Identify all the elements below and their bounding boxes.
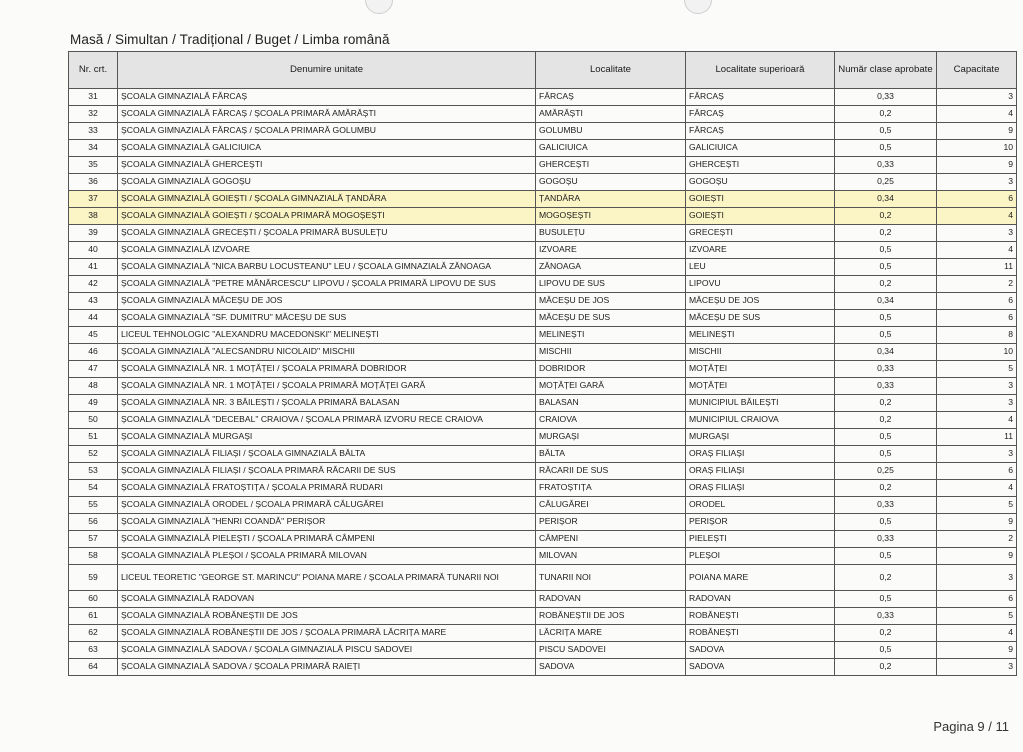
cell-localitate: FRATOȘTIȚA bbox=[536, 480, 686, 497]
cell-localitate: ROBĂNEȘTII DE JOS bbox=[536, 608, 686, 625]
table-row bbox=[69, 208, 1017, 225]
cell-nr: 52 bbox=[69, 446, 118, 463]
punch-hole-right bbox=[684, 0, 712, 14]
cell-capacitate: 6 bbox=[937, 463, 1017, 480]
cell-numar-clase: 0,5 bbox=[835, 242, 937, 259]
cell-unit: ȘCOALA GIMNAZIALĂ GALICIUICA bbox=[118, 140, 536, 157]
cell-numar-clase: 0,2 bbox=[835, 412, 937, 429]
table-row bbox=[69, 642, 1017, 659]
cell-unit: ȘCOALA GIMNAZIALĂ MURGAȘI bbox=[118, 429, 536, 446]
table-row bbox=[69, 395, 1017, 412]
table-row bbox=[69, 659, 1017, 676]
table-row bbox=[69, 591, 1017, 608]
cell-numar-clase: 0,34 bbox=[835, 191, 937, 208]
table-row bbox=[69, 310, 1017, 327]
cell-unit: LICEUL TEHNOLOGIC "ALEXANDRU MACEDONSKI" MELINEȘTI bbox=[118, 327, 536, 344]
cell-capacitate: 8 bbox=[937, 327, 1017, 344]
cell-numar-clase: 0,2 bbox=[835, 276, 937, 293]
cell-capacitate: 9 bbox=[937, 157, 1017, 174]
cell-nr: 39 bbox=[69, 225, 118, 242]
cell-nr: 55 bbox=[69, 497, 118, 514]
cell-capacitate: 4 bbox=[937, 106, 1017, 123]
cell-localitate-superioara: FĂRCAȘ bbox=[686, 89, 835, 106]
cell-unit: LICEUL TEORETIC "GEORGE ST. MARINCU" POIANA MARE / ȘCOALA PRIMARĂ TUNARII NOI bbox=[118, 565, 536, 591]
cell-localitate-superioara: MOȚĂȚEI bbox=[686, 378, 835, 395]
cell-capacitate: 5 bbox=[937, 361, 1017, 378]
cell-localitate-superioara: PERIȘOR bbox=[686, 514, 835, 531]
cell-localitate: PERIȘOR bbox=[536, 514, 686, 531]
cell-numar-clase: 0,2 bbox=[835, 659, 937, 676]
cell-numar-clase: 0,34 bbox=[835, 344, 937, 361]
cell-localitate-superioara: IZVOARE bbox=[686, 242, 835, 259]
cell-numar-clase: 0,33 bbox=[835, 531, 937, 548]
cell-nr: 37 bbox=[69, 191, 118, 208]
cell-localitate: MISCHII bbox=[536, 344, 686, 361]
cell-nr: 54 bbox=[69, 480, 118, 497]
cell-nr: 31 bbox=[69, 89, 118, 106]
cell-capacitate: 4 bbox=[937, 412, 1017, 429]
table-row bbox=[69, 429, 1017, 446]
cell-unit: ȘCOALA GIMNAZIALĂ GRECEȘTI / ȘCOALA PRIMARĂ BUSULEȚU bbox=[118, 225, 536, 242]
cell-numar-clase: 0,5 bbox=[835, 514, 937, 531]
cell-localitate-superioara: PIELEȘTI bbox=[686, 531, 835, 548]
cell-numar-clase: 0,33 bbox=[835, 608, 937, 625]
cell-capacitate: 6 bbox=[937, 310, 1017, 327]
cell-localitate: RADOVAN bbox=[536, 591, 686, 608]
cell-unit: ȘCOALA GIMNAZIALĂ GOGOȘU bbox=[118, 174, 536, 191]
table-header bbox=[69, 52, 1017, 89]
cell-localitate-superioara: SADOVA bbox=[686, 659, 835, 676]
cell-nr: 51 bbox=[69, 429, 118, 446]
table-row bbox=[69, 412, 1017, 429]
cell-numar-clase: 0,2 bbox=[835, 625, 937, 642]
cell-capacitate: 3 bbox=[937, 378, 1017, 395]
page-number: Pagina 9 / 11 bbox=[933, 719, 1009, 734]
cell-localitate: IZVOARE bbox=[536, 242, 686, 259]
cell-localitate-superioara: MUNICIPIUL CRAIOVA bbox=[686, 412, 835, 429]
cell-capacitate: 9 bbox=[937, 514, 1017, 531]
cell-nr: 41 bbox=[69, 259, 118, 276]
cell-localitate: CĂLUGĂREI bbox=[536, 497, 686, 514]
table-row bbox=[69, 293, 1017, 310]
cell-numar-clase: 0,33 bbox=[835, 157, 937, 174]
cell-nr: 62 bbox=[69, 625, 118, 642]
cell-nr: 56 bbox=[69, 514, 118, 531]
col-header-localitate-superioara: Localitate superioară bbox=[686, 52, 835, 89]
table-row bbox=[69, 531, 1017, 548]
table-row bbox=[69, 463, 1017, 480]
cell-localitate: MILOVAN bbox=[536, 548, 686, 565]
cell-unit: ȘCOALA GIMNAZIALĂ "PETRE MĂNĂRCESCU" LIPOVU / ȘCOALA PRIMARĂ LIPOVU DE SUS bbox=[118, 276, 536, 293]
cell-localitate-superioara: LEU bbox=[686, 259, 835, 276]
cell-unit: ȘCOALA GIMNAZIALĂ "HENRI COANDĂ" PERIȘOR bbox=[118, 514, 536, 531]
cell-localitate: DOBRIDOR bbox=[536, 361, 686, 378]
cell-localitate: MOȚĂȚEI GARĂ bbox=[536, 378, 686, 395]
cell-capacitate: 3 bbox=[937, 395, 1017, 412]
cell-nr: 33 bbox=[69, 123, 118, 140]
table-row bbox=[69, 174, 1017, 191]
cell-localitate-superioara: MURGAȘI bbox=[686, 429, 835, 446]
cell-numar-clase: 0,5 bbox=[835, 123, 937, 140]
cell-numar-clase: 0,25 bbox=[835, 463, 937, 480]
table-row bbox=[69, 344, 1017, 361]
cell-nr: 64 bbox=[69, 659, 118, 676]
table-body bbox=[69, 89, 1017, 676]
cell-numar-clase: 0,5 bbox=[835, 446, 937, 463]
cell-localitate-superioara: MELINEȘTI bbox=[686, 327, 835, 344]
cell-localitate-superioara: PLEȘOI bbox=[686, 548, 835, 565]
table-row bbox=[69, 106, 1017, 123]
cell-localitate: PISCU SADOVEI bbox=[536, 642, 686, 659]
cell-localitate: TUNARII NOI bbox=[536, 565, 686, 591]
cell-unit: ȘCOALA GIMNAZIALĂ NR. 1 MOȚĂȚEI / ȘCOALA PRIMARĂ DOBRIDOR bbox=[118, 361, 536, 378]
cell-unit: ȘCOALA GIMNAZIALĂ SADOVA / ȘCOALA PRIMARĂ RAIEȚI bbox=[118, 659, 536, 676]
cell-nr: 50 bbox=[69, 412, 118, 429]
cell-capacitate: 4 bbox=[937, 242, 1017, 259]
cell-capacitate: 6 bbox=[937, 591, 1017, 608]
cell-localitate: FĂRCAȘ bbox=[536, 89, 686, 106]
cell-nr: 61 bbox=[69, 608, 118, 625]
cell-capacitate: 6 bbox=[937, 293, 1017, 310]
cell-localitate-superioara: LIPOVU bbox=[686, 276, 835, 293]
cell-numar-clase: 0,33 bbox=[835, 89, 937, 106]
cell-localitate: GOGOȘU bbox=[536, 174, 686, 191]
cell-localitate: LĂCRIȚA MARE bbox=[536, 625, 686, 642]
cell-localitate-superioara: FĂRCAȘ bbox=[686, 123, 835, 140]
cell-nr: 43 bbox=[69, 293, 118, 310]
cell-capacitate: 9 bbox=[937, 123, 1017, 140]
cell-nr: 57 bbox=[69, 531, 118, 548]
cell-unit: ȘCOALA GIMNAZIALĂ "NICA BARBU LOCUSTEANU" LEU / ȘCOALA GIMNAZIALĂ ZĂNOAGA bbox=[118, 259, 536, 276]
cell-capacitate: 3 bbox=[937, 659, 1017, 676]
table-row bbox=[69, 259, 1017, 276]
punch-hole-left bbox=[365, 0, 393, 14]
cell-localitate-superioara: ORAȘ FILIAȘI bbox=[686, 446, 835, 463]
cell-unit: ȘCOALA GIMNAZIALĂ GOIEȘTI / ȘCOALA PRIMARĂ MOGOȘEȘTI bbox=[118, 208, 536, 225]
cell-numar-clase: 0,5 bbox=[835, 140, 937, 157]
cell-capacitate: 9 bbox=[937, 548, 1017, 565]
table-row bbox=[69, 123, 1017, 140]
table-row bbox=[69, 446, 1017, 463]
table-row bbox=[69, 548, 1017, 565]
cell-capacitate: 3 bbox=[937, 225, 1017, 242]
table-row bbox=[69, 89, 1017, 106]
cell-unit: ȘCOALA GIMNAZIALĂ "SF. DUMITRU" MĂCEȘU DE SUS bbox=[118, 310, 536, 327]
cell-unit: ȘCOALA GIMNAZIALĂ FĂRCAȘ / ȘCOALA PRIMARĂ GOLUMBU bbox=[118, 123, 536, 140]
cell-nr: 45 bbox=[69, 327, 118, 344]
cell-numar-clase: 0,2 bbox=[835, 225, 937, 242]
cell-unit: ȘCOALA GIMNAZIALĂ IZVOARE bbox=[118, 242, 536, 259]
cell-localitate: BUSULEȚU bbox=[536, 225, 686, 242]
schools-table bbox=[68, 51, 1017, 676]
cell-localitate-superioara: ROBĂNEȘTI bbox=[686, 608, 835, 625]
cell-nr: 36 bbox=[69, 174, 118, 191]
cell-nr: 49 bbox=[69, 395, 118, 412]
col-header-nr: Nr. crt. bbox=[69, 52, 118, 89]
cell-numar-clase: 0,33 bbox=[835, 378, 937, 395]
cell-numar-clase: 0,2 bbox=[835, 208, 937, 225]
cell-localitate: SADOVA bbox=[536, 659, 686, 676]
cell-unit: ȘCOALA GIMNAZIALĂ GHERCEȘTI bbox=[118, 157, 536, 174]
cell-nr: 58 bbox=[69, 548, 118, 565]
cell-capacitate: 3 bbox=[937, 89, 1017, 106]
cell-unit: ȘCOALA GIMNAZIALĂ FĂRCAȘ bbox=[118, 89, 536, 106]
cell-localitate: LIPOVU DE SUS bbox=[536, 276, 686, 293]
cell-localitate: CÂMPENI bbox=[536, 531, 686, 548]
table-row bbox=[69, 608, 1017, 625]
cell-nr: 48 bbox=[69, 378, 118, 395]
cell-capacitate: 9 bbox=[937, 642, 1017, 659]
cell-capacitate: 2 bbox=[937, 276, 1017, 293]
cell-numar-clase: 0,33 bbox=[835, 361, 937, 378]
cell-capacitate: 5 bbox=[937, 608, 1017, 625]
table-row bbox=[69, 225, 1017, 242]
cell-capacitate: 6 bbox=[937, 191, 1017, 208]
cell-unit: ȘCOALA GIMNAZIALĂ ROBĂNEȘTII DE JOS bbox=[118, 608, 536, 625]
cell-localitate: RĂCARII DE SUS bbox=[536, 463, 686, 480]
table-row bbox=[69, 497, 1017, 514]
table-row bbox=[69, 361, 1017, 378]
cell-unit: ȘCOALA GIMNAZIALĂ FRATOȘTIȚA / ȘCOALA PRIMARĂ RUDARI bbox=[118, 480, 536, 497]
cell-nr: 32 bbox=[69, 106, 118, 123]
col-header-unit: Denumire unitate bbox=[118, 52, 536, 89]
cell-localitate: ZĂNOAGA bbox=[536, 259, 686, 276]
cell-capacitate: 4 bbox=[937, 480, 1017, 497]
cell-unit: ȘCOALA GIMNAZIALĂ FILIAȘI / ȘCOALA PRIMARĂ RĂCARII DE SUS bbox=[118, 463, 536, 480]
cell-nr: 46 bbox=[69, 344, 118, 361]
cell-capacitate: 4 bbox=[937, 625, 1017, 642]
cell-localitate-superioara: GOGOȘU bbox=[686, 174, 835, 191]
cell-nr: 44 bbox=[69, 310, 118, 327]
cell-localitate-superioara: SADOVA bbox=[686, 642, 835, 659]
cell-capacitate: 4 bbox=[937, 208, 1017, 225]
cell-localitate-superioara: POIANA MARE bbox=[686, 565, 835, 591]
cell-localitate: GHERCEȘTI bbox=[536, 157, 686, 174]
table-row bbox=[69, 514, 1017, 531]
cell-capacitate: 11 bbox=[937, 259, 1017, 276]
cell-capacitate: 3 bbox=[937, 174, 1017, 191]
table-row bbox=[69, 140, 1017, 157]
col-header-capacitate: Capacitate bbox=[937, 52, 1017, 89]
page-heading: Masă / Simultan / Tradițional / Buget / Limba română bbox=[70, 32, 390, 47]
cell-unit: ȘCOALA GIMNAZIALĂ "ALECSANDRU NICOLAID" MISCHII bbox=[118, 344, 536, 361]
cell-localitate-superioara: FĂRCAȘ bbox=[686, 106, 835, 123]
cell-localitate-superioara: GALICIUICA bbox=[686, 140, 835, 157]
cell-capacitate: 3 bbox=[937, 446, 1017, 463]
col-header-localitate: Localitate bbox=[536, 52, 686, 89]
table-row bbox=[69, 480, 1017, 497]
cell-nr: 34 bbox=[69, 140, 118, 157]
cell-unit: ȘCOALA GIMNAZIALĂ GOIEȘTI / ȘCOALA GIMNAZIALĂ ȚANDĂRA bbox=[118, 191, 536, 208]
cell-unit: ȘCOALA GIMNAZIALĂ RADOVAN bbox=[118, 591, 536, 608]
table-row bbox=[69, 157, 1017, 174]
cell-localitate-superioara: GRECEȘTI bbox=[686, 225, 835, 242]
cell-nr: 53 bbox=[69, 463, 118, 480]
cell-localitate-superioara: RADOVAN bbox=[686, 591, 835, 608]
cell-nr: 60 bbox=[69, 591, 118, 608]
cell-nr: 42 bbox=[69, 276, 118, 293]
cell-capacitate: 2 bbox=[937, 531, 1017, 548]
table-row bbox=[69, 327, 1017, 344]
cell-unit: ȘCOALA GIMNAZIALĂ NR. 3 BĂILEȘTI / ȘCOALA PRIMARĂ BALASAN bbox=[118, 395, 536, 412]
cell-localitate-superioara: MĂCEȘU DE JOS bbox=[686, 293, 835, 310]
cell-localitate-superioara: MUNICIPIUL BĂILEȘTI bbox=[686, 395, 835, 412]
cell-localitate: CRAIOVA bbox=[536, 412, 686, 429]
cell-nr: 47 bbox=[69, 361, 118, 378]
cell-localitate-superioara: ORODEL bbox=[686, 497, 835, 514]
cell-numar-clase: 0,33 bbox=[835, 497, 937, 514]
cell-numar-clase: 0,2 bbox=[835, 395, 937, 412]
table-row bbox=[69, 378, 1017, 395]
cell-localitate: BALASAN bbox=[536, 395, 686, 412]
cell-nr: 59 bbox=[69, 565, 118, 591]
cell-localitate: MĂCEȘU DE JOS bbox=[536, 293, 686, 310]
cell-numar-clase: 0,5 bbox=[835, 548, 937, 565]
cell-capacitate: 5 bbox=[937, 497, 1017, 514]
cell-numar-clase: 0,5 bbox=[835, 591, 937, 608]
cell-localitate-superioara: GOIEȘTI bbox=[686, 208, 835, 225]
cell-unit: ȘCOALA GIMNAZIALĂ ORODEL / ȘCOALA PRIMARĂ CĂLUGĂREI bbox=[118, 497, 536, 514]
cell-nr: 38 bbox=[69, 208, 118, 225]
cell-localitate: BĂLTA bbox=[536, 446, 686, 463]
cell-unit: ȘCOALA GIMNAZIALĂ "DECEBAL" CRAIOVA / ȘCOALA PRIMARĂ IZVORU RECE CRAIOVA bbox=[118, 412, 536, 429]
cell-nr: 63 bbox=[69, 642, 118, 659]
cell-numar-clase: 0,34 bbox=[835, 293, 937, 310]
cell-capacitate: 3 bbox=[937, 565, 1017, 591]
cell-numar-clase: 0,5 bbox=[835, 259, 937, 276]
cell-localitate: ȚANDĂRA bbox=[536, 191, 686, 208]
cell-localitate-superioara: MĂCEȘU DE SUS bbox=[686, 310, 835, 327]
cell-capacitate: 10 bbox=[937, 140, 1017, 157]
cell-localitate-superioara: ROBĂNEȘTI bbox=[686, 625, 835, 642]
cell-localitate: GALICIUICA bbox=[536, 140, 686, 157]
cell-localitate: MURGAȘI bbox=[536, 429, 686, 446]
cell-numar-clase: 0,5 bbox=[835, 327, 937, 344]
cell-numar-clase: 0,2 bbox=[835, 106, 937, 123]
cell-localitate: AMĂRĂȘTI bbox=[536, 106, 686, 123]
cell-unit: ȘCOALA GIMNAZIALĂ NR. 1 MOȚĂȚEI / ȘCOALA PRIMARĂ MOȚĂȚEI GARĂ bbox=[118, 378, 536, 395]
cell-localitate-superioara: ORAȘ FILIAȘI bbox=[686, 463, 835, 480]
table-row bbox=[69, 242, 1017, 259]
cell-numar-clase: 0,5 bbox=[835, 642, 937, 659]
cell-unit: ȘCOALA GIMNAZIALĂ FILIAȘI / ȘCOALA GIMNAZIALĂ BĂLTA bbox=[118, 446, 536, 463]
table-row bbox=[69, 565, 1017, 591]
cell-nr: 35 bbox=[69, 157, 118, 174]
cell-capacitate: 10 bbox=[937, 344, 1017, 361]
cell-unit: ȘCOALA GIMNAZIALĂ SADOVA / ȘCOALA GIMNAZIALĂ PISCU SADOVEI bbox=[118, 642, 536, 659]
cell-numar-clase: 0,2 bbox=[835, 565, 937, 591]
cell-localitate: GOLUMBU bbox=[536, 123, 686, 140]
cell-numar-clase: 0,25 bbox=[835, 174, 937, 191]
cell-nr: 40 bbox=[69, 242, 118, 259]
cell-localitate-superioara: GHERCEȘTI bbox=[686, 157, 835, 174]
cell-unit: ȘCOALA GIMNAZIALĂ PLEȘOI / ȘCOALA PRIMARĂ MILOVAN bbox=[118, 548, 536, 565]
cell-localitate-superioara: MISCHII bbox=[686, 344, 835, 361]
table-row bbox=[69, 625, 1017, 642]
cell-unit: ȘCOALA GIMNAZIALĂ FĂRCAȘ / ȘCOALA PRIMARĂ AMĂRĂȘTI bbox=[118, 106, 536, 123]
cell-localitate-superioara: GOIEȘTI bbox=[686, 191, 835, 208]
cell-localitate: MĂCEȘU DE SUS bbox=[536, 310, 686, 327]
cell-localitate: MOGOȘEȘTI bbox=[536, 208, 686, 225]
cell-numar-clase: 0,5 bbox=[835, 429, 937, 446]
cell-numar-clase: 0,2 bbox=[835, 480, 937, 497]
table-row bbox=[69, 191, 1017, 208]
cell-numar-clase: 0,5 bbox=[835, 310, 937, 327]
cell-localitate-superioara: ORAȘ FILIAȘI bbox=[686, 480, 835, 497]
cell-capacitate: 11 bbox=[937, 429, 1017, 446]
cell-unit: ȘCOALA GIMNAZIALĂ ROBĂNEȘTII DE JOS / ȘCOALA PRIMARĂ LĂCRIȚA MARE bbox=[118, 625, 536, 642]
cell-localitate: MELINEȘTI bbox=[536, 327, 686, 344]
cell-unit: ȘCOALA GIMNAZIALĂ PIELEȘTI / ȘCOALA PRIMARĂ CÂMPENI bbox=[118, 531, 536, 548]
col-header-numar-clase: Număr clase aprobate bbox=[835, 52, 937, 89]
table-row bbox=[69, 276, 1017, 293]
cell-localitate-superioara: MOȚĂȚEI bbox=[686, 361, 835, 378]
cell-unit: ȘCOALA GIMNAZIALĂ MĂCEȘU DE JOS bbox=[118, 293, 536, 310]
